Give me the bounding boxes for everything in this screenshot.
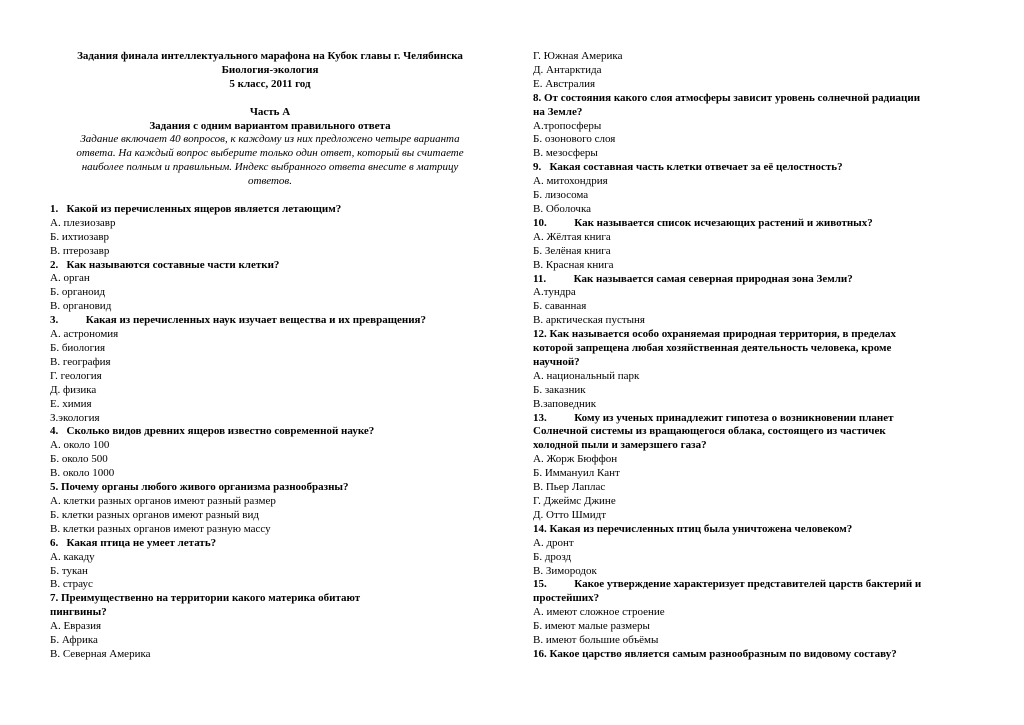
answer-option: В. Пьер Лаплас <box>533 481 606 494</box>
question-text: 7. Преимущественно на территории какого материка обитают <box>50 592 361 605</box>
answer-option: Б. тукан <box>50 564 88 577</box>
answer-option: Б. саванная <box>533 300 587 313</box>
left-column <box>50 50 490 662</box>
question-text: 9. Какая составная часть клетки отвечает за её целостность? <box>533 161 843 174</box>
answer-option: А. Жорж Бюффон <box>533 453 618 466</box>
answer-option: В. Оболочка <box>533 202 592 215</box>
answer-option: А. имеют сложное строение <box>533 606 665 619</box>
answer-option: В. около 1000 <box>50 467 115 480</box>
question-text: 6. Какая птица не умеет летать? <box>50 536 217 549</box>
question-text: 1. Какой из перечисленных ящеров является летающим? <box>50 202 342 215</box>
answer-option: А. Евразия <box>50 620 102 633</box>
question-text: 10. Как называется список исчезающих растений и животных? <box>533 216 873 229</box>
answer-option: Д. Отто Шмидт <box>533 508 607 521</box>
answer-option: Б. органоид <box>50 286 106 299</box>
question-text: которой запрещена любая хозяйственная деятельность человека, кроме <box>533 342 892 355</box>
right-column <box>533 50 973 662</box>
answer-option: В. страус <box>50 578 93 591</box>
answer-option: А. орган <box>50 272 90 285</box>
right-questions <box>533 50 973 662</box>
answer-option: В. имеют большие объёмы <box>533 634 659 647</box>
question-text: 8. От состояния какого слоя атмосферы зависит уровень солнечной радиации <box>533 91 921 104</box>
answer-option: А.тундра <box>533 286 576 299</box>
question-text: научной? <box>533 355 580 368</box>
spacer <box>50 189 490 203</box>
answer-option: В. мезосферы <box>533 147 598 160</box>
answer-option: Б. лизосома <box>533 189 589 202</box>
question-text: 14. Какая из перечисленных птиц была уничтожена человеком? <box>533 522 853 535</box>
answer-option: А. дронт <box>533 536 574 549</box>
question-text: холодной пыли и замерзшего газа? <box>533 439 707 452</box>
answer-option: А. Жёлтая книга <box>533 230 611 243</box>
question-text: пингвины? <box>50 606 107 619</box>
answer-option: Б. дрозд <box>533 550 572 563</box>
answer-option: А. около 100 <box>50 439 110 452</box>
answer-option: З.экология <box>50 411 100 424</box>
question-text: 4. Сколько видов древних ящеров известно современной науке? <box>50 425 375 438</box>
answer-option: Е. Австралия <box>533 77 596 90</box>
part-heading: Часть А <box>249 105 291 118</box>
answer-option: Е. химия <box>50 397 92 410</box>
answer-option: В. органовид <box>50 300 112 313</box>
answer-option: В.заповедник <box>533 397 597 410</box>
answer-option: В. Северная Америка <box>50 647 151 660</box>
answer-option: А. плезиозавр <box>50 216 116 229</box>
answer-option: Б. озонового слоя <box>533 133 616 146</box>
answer-option: Б. Зелёная книга <box>533 244 611 257</box>
answer-option: Б. ихтиозавр <box>50 230 110 243</box>
answer-option: А. астрономия <box>50 328 119 341</box>
document-grade-year: 5 класс, 2011 год <box>229 77 311 90</box>
answer-option: А. какаду <box>50 550 95 563</box>
answer-option: Д. физика <box>50 383 97 396</box>
answer-option: Б. Иммануил Кант <box>533 467 620 480</box>
answer-option: Б. имеют малые размеры <box>533 620 650 633</box>
answer-option: В. Красная книга <box>533 258 614 271</box>
answer-option: Б. Африка <box>50 634 98 647</box>
answer-option: В. птерозавр <box>50 244 110 257</box>
question-text: 3. Какая из перечисленных наук изучает вещества и их превращения? <box>50 314 427 327</box>
answer-option: Г. Джеймс Джине <box>533 495 616 507</box>
answer-option: Б. биология <box>50 342 106 354</box>
instructions-line: ответов. <box>248 175 292 188</box>
answer-option: А. митохондрия <box>533 175 608 188</box>
answer-option: Г. геология <box>50 369 102 382</box>
spacer <box>50 92 490 106</box>
question-text: 15. Какое утверждение характеризует представителей царств бактерий и <box>533 578 922 591</box>
answer-option: А. клетки разных органов имеют разный размер <box>50 494 276 507</box>
question-text: 13. Кому из ученых принадлежит гипотеза о возникновении планет <box>533 411 894 424</box>
question-text: 12. Как называется особо охраняемая природная территория, в пределах <box>533 328 897 341</box>
instructions-line: наиболее полным и правильным. Индекс выбранного ответа внесите в матрицу <box>81 161 459 174</box>
answer-option: В. арктическая пустыня <box>533 314 645 327</box>
question-text: простейших? <box>533 592 600 605</box>
part-subtitle: Задания с одним вариантом правильного ответа <box>149 119 391 132</box>
answer-option: В. Зимородок <box>533 564 597 577</box>
instructions-line: ответа. На каждый вопрос выберите только один ответ, который вы считаете <box>76 147 464 160</box>
answer-option: В. клетки разных органов имеют разную массу <box>50 522 271 535</box>
question-text: Солнечной системы из вращающегося облака, состоящего из частичек <box>533 425 886 438</box>
answer-option: Б. заказник <box>533 383 586 396</box>
answer-option: А.тропосферы <box>533 119 602 132</box>
answer-option: В. география <box>50 355 111 368</box>
instructions-line: Задание включает 40 вопросов, к каждому из них предложено четыре варианта <box>80 133 460 146</box>
left-questions <box>50 203 490 662</box>
answer-option: Д. Антарктида <box>533 63 602 76</box>
answer-option: А. национальный парк <box>533 369 640 382</box>
question-text: 16. Какое царство является самым разнообразным по видовому составу? <box>533 647 897 660</box>
question-text: 5. Почему органы любого живого организма разнообразны? <box>50 481 349 494</box>
answer-option: Б. около 500 <box>50 453 108 466</box>
question-text: 2. Как называются составные части клетки? <box>50 258 280 271</box>
question-text: 11. Как называется самая северная природная зона Земли? <box>533 272 853 285</box>
question-text: на Земле? <box>533 105 583 118</box>
document-title: Задания финала интеллектуального марафона на Кубок главы г. Челябинска <box>77 50 463 62</box>
answer-option: Б. клетки разных органов имеют разный вид <box>50 508 259 521</box>
answer-option: Г. Южная Америка <box>533 50 623 62</box>
document-subject: Биология-экология <box>221 63 319 76</box>
